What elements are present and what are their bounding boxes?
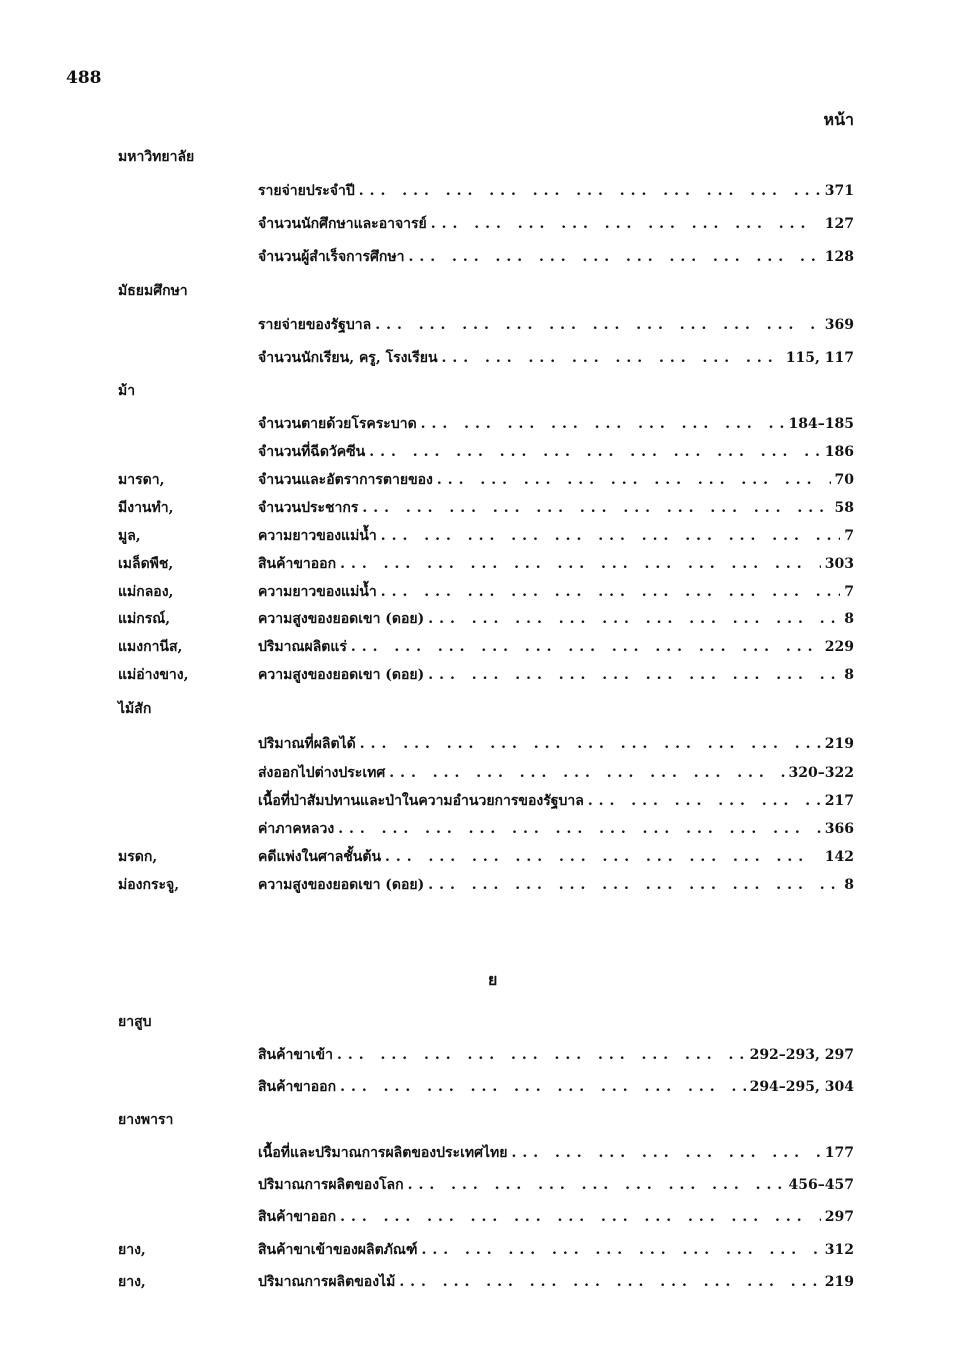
index-entry [0, 1008, 966, 1034]
index-entry [0, 344, 966, 370]
dot-leader [422, 1242, 821, 1258]
dot-leader [399, 1274, 820, 1290]
dot-leader [340, 1209, 821, 1225]
entry-description: ความสูงของยอดเขา (ดอย) [258, 877, 425, 893]
entry-description: จำนวนผู้สำเร็จการศึกษา [258, 249, 405, 265]
dot-leader [428, 667, 840, 683]
page-reference: 177 [824, 1145, 854, 1161]
page-reference: 8 [844, 667, 854, 683]
index-subentry [258, 441, 854, 463]
index-subentry [258, 608, 854, 630]
section-letter: ย [488, 970, 498, 989]
index-subentry [258, 497, 854, 519]
index-entry [0, 605, 966, 631]
index-subentry [258, 314, 854, 336]
page-reference: 58 [834, 500, 854, 516]
entry-description: จำนวนที่ฉีดวัคซีน [258, 444, 366, 460]
dot-leader [385, 849, 821, 865]
page-reference: 7 [844, 528, 854, 544]
dot-leader [389, 765, 784, 781]
index-entry [0, 1106, 966, 1132]
dot-leader [338, 821, 821, 837]
entry-description: สินค้าขาเข้าของผลิตภัณฑ์ [258, 1242, 418, 1258]
index-subentry [258, 525, 854, 547]
index-subentry [258, 1044, 854, 1066]
dot-leader [360, 736, 821, 752]
page-column-header: หน้า [823, 110, 854, 129]
page-reference: 219 [824, 736, 854, 752]
page-reference: 294–295, 304 [749, 1079, 854, 1095]
page-reference: 229 [824, 639, 854, 655]
entry-description: จำนวนและอัตราการตายของ [258, 472, 433, 488]
dot-leader [442, 350, 782, 366]
index-subentry [258, 733, 854, 755]
dot-leader [351, 639, 821, 655]
index-entry [0, 695, 966, 721]
index-entry [0, 494, 966, 520]
index-subentry [258, 874, 854, 896]
index-term: เมล็ดพืช, [118, 556, 174, 572]
index-entry [0, 1268, 966, 1294]
index-entry [0, 578, 966, 604]
entry-description: ปริมาณที่ผลิตได้ [258, 736, 356, 752]
index-term: แมงกานีส, [118, 639, 183, 655]
index-heading: มหาวิทยาลัย [118, 149, 195, 165]
index-subentry [258, 581, 854, 603]
index-subentry [258, 246, 854, 268]
entry-description: จำนวนนักเรียน, ครู, โรงเรียน [258, 350, 438, 366]
page-reference: 371 [824, 183, 854, 199]
entry-description: จำนวนประชากร [258, 500, 359, 516]
page-reference: 366 [824, 821, 854, 837]
entry-description: ความสูงของยอดเขา (ดอย) [258, 667, 425, 683]
index-heading: ยางพารา [118, 1112, 174, 1128]
dot-leader [381, 584, 841, 600]
entry-description: จำนวนตายด้วยโรคระบาด [258, 416, 417, 432]
index-entry [0, 410, 966, 436]
entry-description: ส่งออกไปต่างประเทศ [258, 765, 386, 781]
index-subentry [258, 1206, 854, 1228]
page-reference: 115, 117 [785, 350, 854, 366]
index-entry [0, 843, 966, 869]
dot-leader [359, 183, 821, 199]
page-reference: 219 [824, 1274, 854, 1290]
entry-description: ความยาวของแม่น้ำ [258, 528, 377, 544]
page-reference: 320–322 [788, 765, 854, 781]
page-reference: 292–293, 297 [749, 1047, 854, 1063]
index-entry [0, 243, 966, 269]
page-reference: 127 [824, 216, 854, 232]
page-reference: 70 [834, 472, 854, 488]
page-reference: 7 [844, 584, 854, 600]
entry-description: ความยาวของแม่น้ำ [258, 584, 377, 600]
index-entry [0, 466, 966, 492]
entry-description: รายจ่ายประจำปี [258, 183, 355, 199]
entry-description: รายจ่ายของรัฐบาล [258, 317, 372, 333]
index-subentry [258, 1076, 854, 1098]
index-subentry [258, 818, 854, 840]
dot-leader [511, 1145, 820, 1161]
dot-leader [431, 216, 821, 232]
dot-leader [428, 611, 840, 627]
index-subentry [258, 413, 854, 435]
index-subentry [258, 469, 854, 491]
page-reference: 303 [824, 556, 854, 572]
index-entry [0, 522, 966, 548]
entry-description: สินค้าขาเข้า [258, 1047, 333, 1063]
index-entry [0, 1203, 966, 1229]
index-subentry [258, 1271, 854, 1293]
index-subentry [258, 213, 854, 235]
index-term: ยาง, [118, 1242, 146, 1258]
dot-leader [588, 793, 821, 809]
dot-leader [362, 500, 830, 516]
page-reference: 8 [844, 877, 854, 893]
index-entry [0, 550, 966, 576]
index-heading: ม้า [118, 383, 136, 399]
index-term: ยาง, [118, 1274, 146, 1290]
page-reference: 369 [824, 317, 854, 333]
index-entry [0, 277, 966, 303]
index-subentry [258, 790, 854, 812]
index-subentry [258, 664, 854, 686]
page-reference: 128 [824, 249, 854, 265]
index-term: แม่กลอง, [118, 584, 174, 600]
page-number: 488 [66, 68, 102, 88]
entry-description: จำนวนนักศึกษาและอาจารย์ [258, 216, 427, 232]
index-subentry [258, 762, 854, 784]
index-entry [0, 759, 966, 785]
dot-leader [369, 444, 821, 460]
index-entry [0, 1041, 966, 1067]
entry-description: ปริมาณผลิตแร่ [258, 639, 347, 655]
entry-description: ปริมาณการผลิตของไม้ [258, 1274, 396, 1290]
index-entry [0, 730, 966, 756]
index-entry [0, 143, 966, 169]
dot-leader [437, 472, 831, 488]
entry-description: คดีแพ่งในศาลชั้นต้น [258, 849, 382, 865]
index-entry [0, 1236, 966, 1262]
index-term: มารดา, [118, 472, 165, 488]
index-subentry [258, 347, 854, 369]
index-heading: มัธยมศึกษา [118, 283, 188, 299]
dot-leader [408, 1177, 785, 1193]
page-reference: 142 [824, 849, 854, 865]
dot-leader [337, 1047, 746, 1063]
index-subentry [258, 1174, 854, 1196]
index-heading: ไม้สัก [118, 701, 152, 717]
index-entry [0, 210, 966, 236]
entry-description: ปริมาณการผลิตของโลก [258, 1177, 404, 1193]
dot-leader [421, 416, 785, 432]
index-subentry [258, 1239, 854, 1261]
index-term: มูล, [118, 528, 141, 544]
page-reference: 8 [844, 611, 854, 627]
index-entry [0, 311, 966, 337]
index-entry [0, 787, 966, 813]
index-subentry [258, 553, 854, 575]
index-subentry [258, 636, 854, 658]
index-subentry [258, 180, 854, 202]
index-entry [0, 438, 966, 464]
entry-description: สินค้าขาออก [258, 1079, 337, 1095]
index-term: มีงานทำ, [118, 500, 174, 516]
entry-description: เนื้อที่ป่าสัมปทานและป่าในความอำนวยการของรัฐบาล [258, 793, 584, 809]
index-entry [0, 661, 966, 687]
index-term: ม่องกระจู, [118, 877, 180, 893]
index-entry [0, 871, 966, 897]
index-term: มรดก, [118, 849, 158, 865]
index-entry [0, 1171, 966, 1197]
entry-description: ค่าภาคหลวง [258, 821, 335, 837]
dot-leader [409, 249, 821, 265]
page-reference: 186 [824, 444, 854, 460]
index-entry [0, 1139, 966, 1165]
index-entry [0, 815, 966, 841]
entry-description: สินค้าขาออก [258, 556, 337, 572]
index-entry [0, 177, 966, 203]
index-entry [0, 633, 966, 659]
dot-leader [340, 1079, 746, 1095]
index-term: แม่อ่างขาง, [118, 667, 189, 683]
index-entry [0, 377, 966, 403]
page-reference: 297 [824, 1209, 854, 1225]
page-reference: 184–185 [788, 416, 854, 432]
entry-description: เนื้อที่และปริมาณการผลิตของประเทศไทย [258, 1145, 508, 1161]
page-reference: 217 [824, 793, 854, 809]
index-subentry [258, 1142, 854, 1164]
page-reference: 456–457 [788, 1177, 854, 1193]
index-subentry [258, 846, 854, 868]
index-term: แม่กรณ์, [118, 611, 171, 627]
dot-leader [428, 877, 840, 893]
dot-leader [381, 528, 841, 544]
dot-leader [340, 556, 821, 572]
page-reference: 312 [824, 1242, 854, 1258]
entry-description: สินค้าขาออก [258, 1209, 337, 1225]
index-heading: ยาสูบ [118, 1014, 152, 1030]
index-entry [0, 1073, 966, 1099]
entry-description: ความสูงของยอดเขา (ดอย) [258, 611, 425, 627]
dot-leader [375, 317, 821, 333]
